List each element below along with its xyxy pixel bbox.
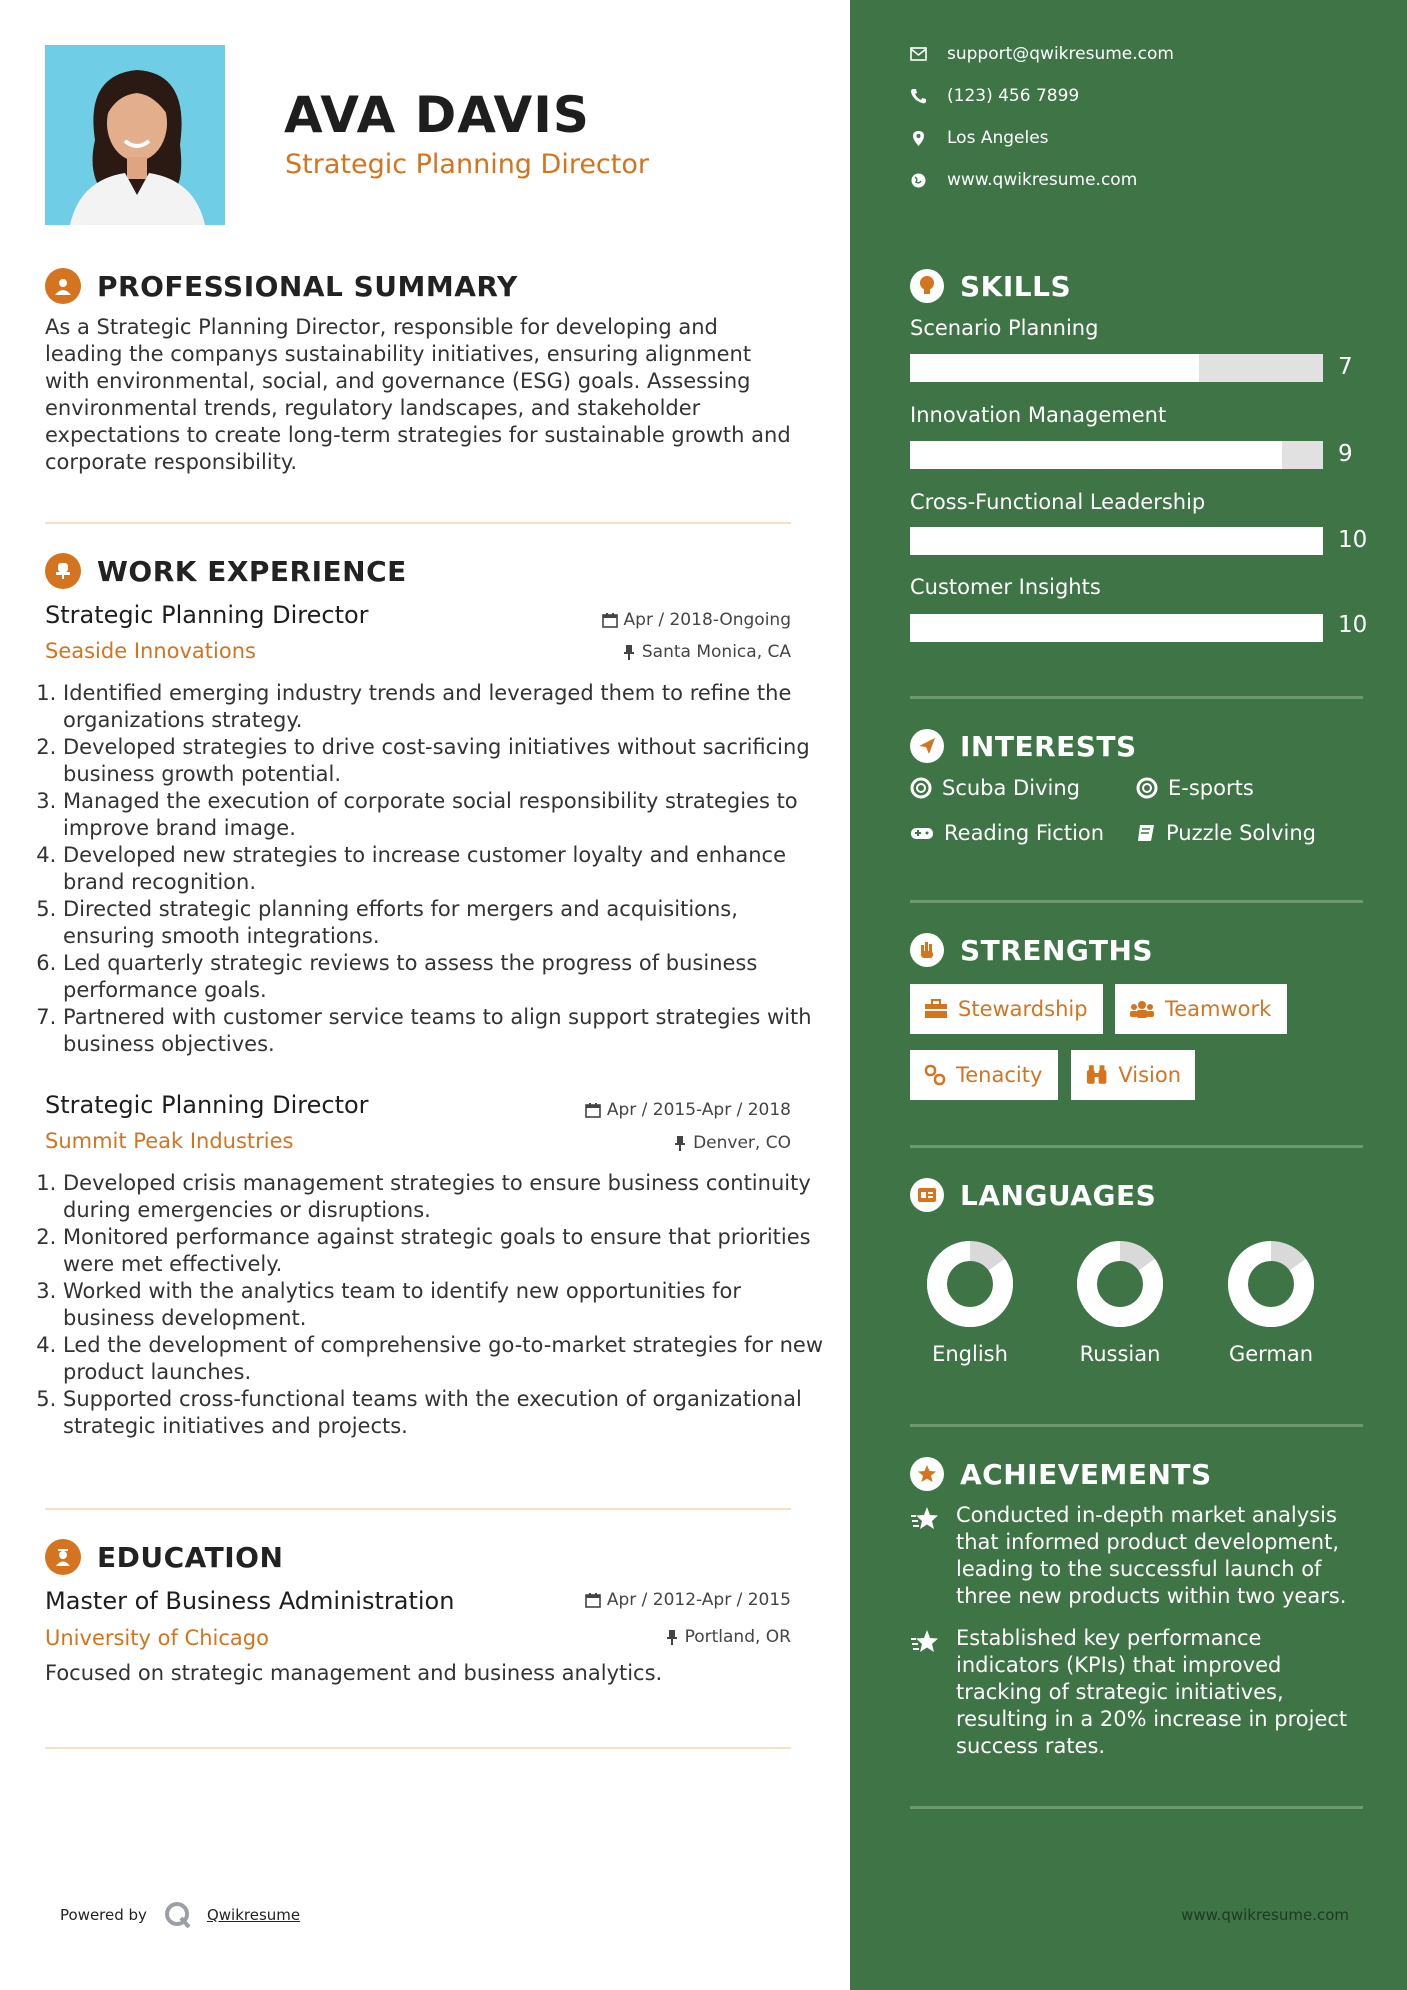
book-icon [1136, 823, 1156, 843]
experience-heading [45, 553, 407, 589]
list-item: 3. Managed the execution of corporate social responsibility strategies to improve brand image. [63, 788, 823, 842]
divider [910, 1424, 1363, 1427]
divider [910, 1145, 1363, 1148]
interest-item [910, 821, 1104, 845]
skill-bar-fill [910, 527, 1323, 555]
contact-phone [910, 86, 1079, 106]
language-donut [1060, 1238, 1180, 1330]
divider [45, 1508, 791, 1510]
calendar-icon [585, 1102, 601, 1118]
skill-bar-fill [910, 441, 1282, 469]
language-name: Russian [1079, 1342, 1161, 1366]
calendar-icon [585, 1592, 601, 1608]
education-description: Focused on strategic management and business analytics. [45, 1661, 663, 1685]
interests-heading [910, 729, 1137, 763]
list-item: 2. Developed strategies to drive cost-saving initiatives without sacrificing business growth potential. [63, 734, 823, 788]
email-text[interactable]: support@qwikresume.com [947, 44, 1174, 64]
divider [910, 1806, 1363, 1809]
pin-icon [622, 644, 636, 660]
job-bullets [40, 1170, 823, 1440]
achievements-heading [910, 1457, 1212, 1491]
user-icon [45, 268, 81, 304]
profile-photo [45, 45, 225, 225]
language-card-icon [910, 1178, 944, 1212]
calendar-icon [602, 612, 618, 628]
list-item: 7. Partnered with customer service teams to align support strategies with business objectives. [63, 1004, 823, 1058]
interests-title: INTERESTS [960, 729, 1137, 763]
summary-title: PROFESSIONAL SUMMARY [97, 269, 518, 303]
briefcase-chair-icon [45, 553, 81, 589]
experience-title: WORK EXPERIENCE [97, 554, 407, 588]
job-title: Strategic Planning Director [45, 1091, 369, 1119]
list-item: 3. Worked with the analytics team to identify new opportunities for business development. [63, 1278, 823, 1332]
degree: Master of Business Administration [45, 1587, 455, 1615]
hand-icon [910, 933, 944, 967]
language-item [1211, 1238, 1331, 1366]
languages-heading [910, 1178, 1156, 1212]
education-heading [45, 1539, 283, 1575]
achievement-text: Established key performance indicators (KPIs) that improved tracking of strategic initiatives, resulting in a 20% increase in project success rates. [956, 1626, 1348, 1758]
summary-text: As a Strategic Planning Director, responsible for developing and leading the companys sustainability initiatives, ensuring alignment with environmental, social, and governance (ESG) goals. Assessing environmental trends, regulatory landscapes, and stakeholder expectations to create long-term strategies for sustainable growth and corporate responsibility. [45, 315, 791, 474]
list-item: 4. Led the development of comprehensive go-to-market strategies for new product launches. [63, 1332, 823, 1386]
skill-value: 7 [1338, 354, 1353, 380]
interest-item [1136, 821, 1316, 845]
list-item: 1. Developed crisis management strategies to ensure business continuity during emergencies or disruptions. [63, 1170, 823, 1224]
website-text[interactable]: www.qwikresume.com [947, 170, 1138, 190]
skill-name: Scenario Planning [910, 316, 1099, 340]
strengths-title: STRENGTHS [960, 933, 1154, 967]
job-company: Summit Peak Industries [45, 1129, 294, 1153]
pin-icon [673, 1135, 687, 1151]
map-pin-icon [910, 130, 927, 147]
list-item: 6. Led quarterly strategic reviews to assess the progress of business performance goals. [63, 950, 823, 1004]
powered-by-label: Powered by [60, 1906, 147, 1924]
star-icon [910, 1629, 940, 1655]
skill-name: Customer Insights [910, 575, 1101, 599]
job-company: Seaside Innovations [45, 639, 256, 663]
users-icon [1129, 999, 1155, 1019]
skill-name: Innovation Management [910, 403, 1167, 427]
strength-tag [910, 984, 1103, 1034]
gamepad-icon [910, 825, 934, 841]
paper-plane-icon [910, 729, 944, 763]
strength-label: Vision [1118, 1063, 1181, 1087]
sidebar [850, 0, 1407, 1990]
interest-item [1136, 776, 1254, 800]
globe-icon [910, 172, 927, 189]
list-item: 1. Identified emerging industry trends and leveraged them to refine the organizations strategy. [63, 680, 823, 734]
skill-bar-fill [910, 354, 1199, 382]
job-location-text: Santa Monica, CA [641, 642, 791, 662]
footer-website[interactable]: www.qwikresume.com [1181, 1906, 1349, 1924]
envelope-icon [910, 47, 927, 61]
languages-title: LANGUAGES [960, 1178, 1157, 1212]
job-title: Strategic Planning Director [45, 601, 369, 629]
graduation-icon [45, 1539, 81, 1575]
education-title: EDUCATION [97, 1540, 284, 1574]
language-donut [910, 1238, 1030, 1330]
location-text: Los Angeles [947, 128, 1049, 148]
candidate-name: AVA DAVIS [284, 86, 590, 144]
skill-bar [910, 614, 1323, 642]
divider [910, 696, 1363, 699]
skill-bar [910, 441, 1323, 469]
interest-label: Scuba Diving [942, 776, 1080, 800]
link-icon [924, 1064, 946, 1086]
achievement-item [910, 1625, 1360, 1760]
language-name: German [1228, 1342, 1314, 1366]
job-location [673, 1133, 791, 1153]
skill-bar [910, 527, 1323, 555]
achievements-title: ACHIEVEMENTS [960, 1457, 1212, 1491]
skills-heading [910, 269, 1071, 303]
strengths-heading [910, 933, 1153, 967]
language-item [1060, 1238, 1180, 1366]
lightbulb-icon [910, 269, 944, 303]
strength-label: Teamwork [1165, 997, 1272, 1021]
skill-value: 10 [1338, 527, 1368, 553]
list-item: 4. Developed new strategies to increase customer loyalty and enhance brand recognition. [63, 842, 823, 896]
achievement-text: Conducted in-depth market analysis that informed product development, leading to the successful launch of three new products within two years. [956, 1503, 1347, 1608]
skill-value: 9 [1338, 441, 1353, 467]
list-item: 5. Supported cross-functional teams with the execution of organizational strategic initiatives and projects. [63, 1386, 823, 1440]
job-location [622, 642, 791, 662]
skill-bar [910, 354, 1323, 382]
skill-bar-fill [910, 614, 1323, 642]
strength-tag [910, 1050, 1058, 1100]
life-ring-icon [910, 777, 932, 799]
education-date [585, 1590, 791, 1610]
interest-item [910, 776, 1080, 800]
education-location-text: Portland, OR [684, 1627, 791, 1647]
education-location [665, 1627, 791, 1647]
job-date [602, 610, 791, 630]
language-donut [1211, 1238, 1331, 1330]
phone-icon [910, 88, 927, 105]
contact-email [910, 44, 1174, 64]
divider [45, 1747, 791, 1749]
language-name: English [932, 1342, 1008, 1366]
job-date [585, 1100, 791, 1120]
powered-by [60, 1900, 300, 1930]
strength-tag [1071, 1050, 1195, 1100]
skills-title: SKILLS [960, 269, 1072, 303]
summary-heading [45, 268, 518, 304]
strength-label: Tenacity [956, 1063, 1043, 1087]
list-item: 5. Directed strategic planning efforts for mergers and acquisitions, ensuring smooth integrations. [63, 896, 823, 950]
job-date-text: Apr / 2018-Ongoing [623, 610, 791, 630]
education-date-text: Apr / 2012-Apr / 2015 [606, 1590, 791, 1610]
phone-text: (123) 456 7899 [947, 86, 1080, 106]
star-icon [910, 1506, 940, 1532]
pin-icon [665, 1629, 679, 1645]
contact-website [910, 170, 1137, 190]
job-location-text: Denver, CO [693, 1133, 791, 1153]
star-badge-icon [910, 1457, 944, 1491]
skill-name: Cross-Functional Leadership [910, 490, 1206, 514]
qwikresume-link[interactable]: Qwikresume [206, 1906, 301, 1924]
divider [45, 522, 791, 524]
language-item [910, 1238, 1030, 1366]
job-date-text: Apr / 2015-Apr / 2018 [606, 1100, 791, 1120]
strength-label: Stewardship [958, 997, 1088, 1021]
briefcase-icon [924, 999, 948, 1019]
strength-tag [1115, 984, 1287, 1034]
candidate-title: Strategic Planning Director [285, 149, 649, 180]
achievement-item [910, 1502, 1360, 1610]
contact-location [910, 128, 1049, 148]
qwikresume-logo-icon [163, 1900, 193, 1930]
school: University of Chicago [45, 1626, 269, 1650]
skill-value: 10 [1338, 612, 1368, 638]
interest-label: Puzzle Solving [1166, 821, 1316, 845]
interest-label: Reading Fiction [944, 821, 1105, 845]
divider [910, 900, 1363, 903]
list-item: 2. Monitored performance against strategic goals to ensure that priorities were met effectively. [63, 1224, 823, 1278]
binoculars-icon [1085, 1064, 1108, 1086]
job-bullets [40, 680, 823, 1058]
interest-label: E-sports [1168, 776, 1254, 800]
life-ring-icon [1136, 777, 1158, 799]
